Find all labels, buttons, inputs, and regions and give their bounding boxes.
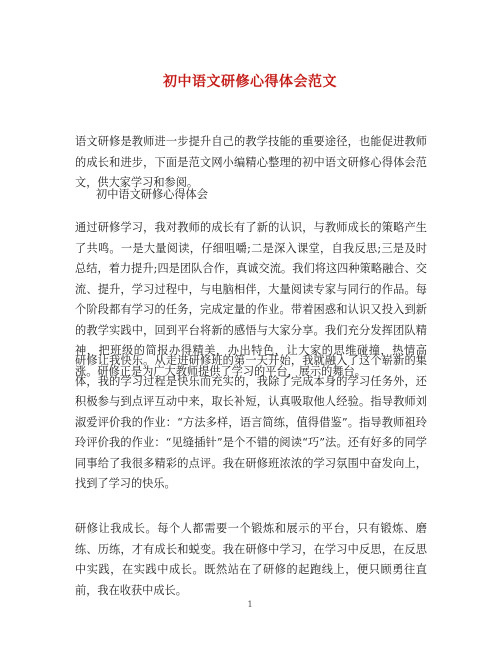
body-paragraph-1: 通过研修学习，我对教师的成长有了新的认识，与教师成长的策略产生了共鸣。一是大量阅读，仔细咀嚼;二是深入课堂，自我反思;三是及时总结，着力提升;四是团队合作，真诚交流。我们将这四种策略融合、交流、提升，学习过程中，与电脑相伴，大量阅读专家与同行的作品。每个阶段都有学习的任务，完成定量的作业。带着困惑和认识又投入到新的教学实践中，回到平台将新的感悟与大家分享。我们充分发挥团队精神，把班级的简报办得精美，办出特色，让大家的思维碰撞，热情高涨。研修正是为广大教师提供了学习的平台，展示的舞台。 (75, 221, 427, 378)
body-paragraph-3: 研修让我成长。每个人都需要一个锻炼和展示的平台，只有锻炼、磨练、历练，才有成长和蜕变。我在研修中学习，在学习中反思，在反思中实践，在实践中成长。既然站在了研修的起跑线上，便只顾勇往直前，我在收获中成长。 (75, 522, 427, 597)
intro-paragraph: 语文研修是教师进一步提升自己的教学技能的重要途径，也能促进教师的成长和进步，下面是范文网小编精心整理的初中语文研修心得体会范文，供大家学习和参阅。 (75, 135, 427, 189)
page-number: 1 (247, 600, 253, 609)
section-subtitle: 初中语文研修心得体会 (96, 188, 208, 201)
body-paragraph-2: 研修让我快乐。从走进研修班的第一天开始，我就融入了这个崭新的集体，我的学习过程是快乐而充实的，我除了完成本身的学习任务外，还积极参与到点评互动中来，取长补短，认真吸取他人经验。指导教师刘淑爱评价我的作业：“方法多样，语言简练，值得借鉴”。指导教师祖玲玲评价我的作业：“见缝插针”是个不错的阅读“巧”法。还有好多的同学同事给了我很多精彩的点评。我在研修班浓浓的学习氛围中奋发向上，找到了学习的快乐。 (75, 354, 427, 490)
document-title: 初中语文研修心得体会范文 (163, 74, 337, 90)
